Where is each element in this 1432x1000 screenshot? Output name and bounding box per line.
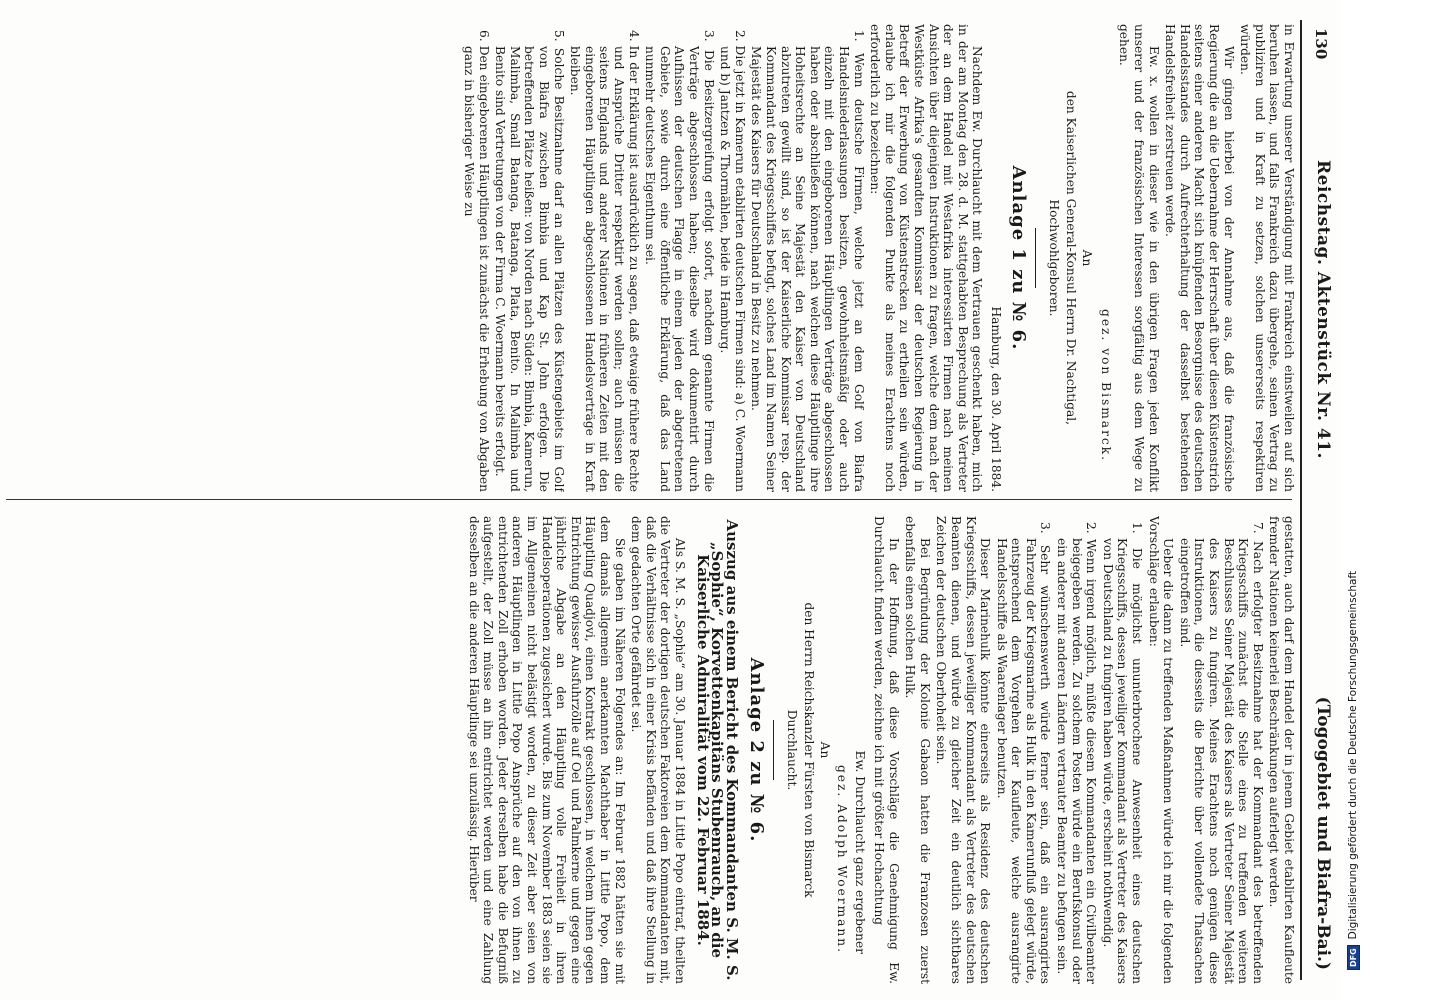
paragraph: Bei Begründung der Kolonie Gabaon hatten die Franzosen zuerst ebenfalls einen solchen Hulk. (903, 516, 932, 984)
list-item: 4. In der Erklärung ist ausdrücklich zu sagen, daß etwaige frühere Rechte und Ansprüche Dritter respektirt werden sollen; auch müssen die seitens Englands und anderer Nationen in früheren Zeiten mit den eingeborenen Häuptlingen abgeschlossenen Handelsverträge in Kraft bleiben. (568, 30, 641, 492)
list-item: 3. Die Besitzergreifung erfolgt sofort, nachdem genannte Firmen die Verträge abgeschlossen haben; dieselbe wird dokumentirt durch Aufhissen der deutschen Flagge in einem jeden der abgetretenen Gebiete, sowie durch eine öffentliche Erklärung, daß das Land nunmehr deutsches Eigenthum sei. (643, 30, 716, 492)
header-rule (1300, 20, 1302, 980)
closing-line: Ew. Durchlaucht ganz ergebener (853, 750, 868, 954)
list-item: 5. Solche Besitznahme darf an allen Plätzen des Küstengebiets im Golf von Biafra zwischen Bimbia und Kap St. John erfolgen. Die betreffenden Plätze heißen: von Norden nach Süden: Bimbia, Kamerun, Malimba, Small Batanga, Batanga, Plata, Benito. In Malimba und Benito sind Vertretungen von der Firma C. Woermann bereits erfolgt. (493, 30, 566, 492)
list-item: 2. Wenn irgend möglich, müßte diesem Kommandanten ein Civilbeamter beigegeben werden. Zu solchem Posten würde ein Berufskonsul oder ein anderer mit anderen Ländern vertrauter Beamter zu befugen sein. (1055, 522, 1099, 984)
address-line: Durchlaucht. (785, 709, 799, 791)
dfg-logo-icon: DFG (1347, 945, 1360, 970)
column-divider (6, 499, 1292, 500)
paragraph: gestatten, auch darf dem Handel der in jenem Gebiet etablirten Kaufleute fremder Nationen keinerlei Beschränkungen auferlegt werden. (1267, 516, 1296, 984)
paragraph: In der Hoffnung, daß diese Vorschläge die Genehmigung Ew. Durchlaucht finden werden, zeichne ich mit größter Hochachtung (871, 516, 901, 984)
section-heading: Anlage 1 zu № 6. (1008, 165, 1030, 351)
paragraph: Als S. M. S. „Sophie“ am 30. Januar 1884 in Little Popo eintraf, theilten die Vertreter der dortigen deutschen Faktoreien dem Kommandanten mit, daß die Verhältnisse sich in einer Krisis befänden und daß ihre Stellung in dem gedachten Orte gefährdet sei. (629, 516, 688, 984)
credit-text: Digitalisierung gefördert durch die Deutsche Forschungsgemeinschaft (1347, 570, 1359, 940)
paragraph: Ew. x. wollen in dieser wie in den übrigen Fragen jeden Konflikt unserer und der französischen Interessen sorgfältig aus dem Wege zu gehen. (1117, 24, 1161, 492)
address-line: den Kaiserlichen General-Konsul Herrn Dr. Nachtigal, (1063, 90, 1078, 426)
paragraph: Dieser Marinehulk könnte einerseits als Residenz des deutschen Kriegsschiffs, dessen jeweiliger Kommandant als Vertreter des deutschen Beamten dienen, und würde zu gleicher Zeit ein deutlich sichtbares Zeichen der deutschen Oberhoheit sein. (934, 516, 993, 984)
page-subtitle: (Togogebiet und Biafra-Bai.) (1313, 696, 1333, 970)
section-divider (1036, 228, 1037, 288)
list-item: 1. Die möglichst ununterbrochene Anwesenheit eines deutschen Kriegsschiffs, dessen jeweiliger Kommandant als Vertreter des Kaisers von Deutschland zu fungiren haben würde, erscheint nothwendig. (1100, 522, 1145, 984)
address-line: An (1080, 249, 1095, 267)
signature: gez. von Bismarck. (1098, 309, 1113, 462)
address-line: den Herrn Reichskanzler Fürsten von Bismarck (801, 602, 816, 898)
section-heading: Anlage 2 zu № 6. (746, 657, 768, 843)
page-number: 130 (1312, 28, 1330, 60)
paragraph: Ueber die dann zu treffenden Maßnahmen würde ich mir die folgenden Vorschläge erlauben: (1146, 516, 1176, 984)
funding-credit (1346, 0, 1360, 1000)
dateline: Hamburg, den 30. April 1884. (988, 306, 1003, 492)
list-item: 1. Wenn deutsche Firmen, welche jetzt an dem Golf von Biafra Handelsniederlassungen besitzen, gewohnheitsmäßig oder auch einzeln mit den eingeborenen Häuptlingen Verträge abgeschlossen haben oder abschließen können, nach welchen diese Häuptlinge ihre Hoheitsrechte an Seine Majestät den Kaiser von Deutschland abzutreten gewillt sind, so ist der Kaiserliche Kommissar resp. der Kommandant des Kriegsschiffes befugt, solches Land im Namen Seiner Majestät des Kaisers für Deutschland in Besitz zu nehmen. (749, 30, 866, 492)
credit-sidebar (1340, 0, 1432, 1000)
excerpt-title: Auszug aus einem Bericht des Kommandanten S. M. S. „Sophie“, Korvettenkapitäns Stubenrauch, an die Kaiserliche Admiralität vom 22. Februar 1884. (693, 519, 741, 981)
address-line: Hochwohlgeboren. (1047, 199, 1062, 317)
list-item: 3. Sehr wünschenswerth würde ferner sein, daß ein ausrangirtes Fahrzeug der Kriegsmarine als Hulk in den Kamerunfluß gelegt würde, entsprechend dem Vorgehen der Kaufleute, welche ausrangirte Handelsschiffe als Waarenlager benutzen. (994, 522, 1053, 984)
signature: gez. Adolph Woermann. (834, 764, 849, 954)
page-title: Reichstag. Aktenstück Nr. 41. (1313, 160, 1333, 459)
left-column (4, 24, 1296, 492)
list-item: 2. Die jetzt in Kamerun etablirten deutschen Firmen sind: a) C. Woermann und b) Jantzen & Thormählen, beide in Hamburg. (718, 30, 747, 492)
address-line: An (818, 741, 833, 759)
paragraph: Wir gingen hierbei von der Annahme aus, daß die französische Regierung die an die Uebernahme der Herrschaft über diesen Küstenstrich seitens einer anderen Macht sich knüpfenden Besorgnisse des deutschen Handelsstandes durch Aufrechterhaltung der dasselbst bestehenden Handelsfreiheit zerstreuen werde. (1163, 24, 1236, 492)
paragraph: in Erwartung unserer Verständigung mit Frankreich einstweilen auf sich beruhen lassen, und falls Frankreich dazu übergehe, seinen Vertrag zu publiziren und in Kraft zu setzen, solchen unsererseits respektiren würden. (1238, 24, 1296, 492)
paragraph: Nachdem Ew. Durchlaucht mit dem Vertrauen geschenkt haben, mich in der am Montag den 28. d. M. stattgehabten Besprechung als Vertreter der an dem Handel mit Westafrika interessirten Firmen nach meinen Ansichten über diejenigen Instruktionen zu fragen, welche dem nach der Westküste Afrika's gesandten Kommissar der deutschen Regierung in Betreff der Erwerbung von Küstenstrecken zu ertheilen sein würden, erlaube ich mir die folgenden Punkte als meines Erachtens noch erforderlich zu bezeichnen: (868, 24, 985, 492)
running-header (1306, 20, 1332, 980)
list-item: 6. Den eingeborenen Häuptlingen ist zunächst die Erhebung von Abgaben ganz in bisheriger Weise zu (462, 30, 491, 492)
list-item: 7. Nach erfolgter Besitznahme hat der Kommandant des betreffenden Kriegsschiffs zunächst die Stelle eines zu treffenden weiteren Beschlusses Seiner Majestät des Kaisers als Vertreter Seiner Majestät des Kaisers zu fungiren. Meines Erachtens noch genügen diese Instruktionen, die diesseits die Berichte über vollendete Thatsachen eingetroffen sind. (1177, 522, 1265, 984)
section-divider (773, 720, 774, 780)
paragraph: Sie gaben im Näheren Folgendes an: Im Februar 1882 hätten sie mit dem damals allgemein anerkannten Machthaber in Little Popo, dem Häuptling Quadjovi, einen Kontrakt geschlossen, in welchem ihnen gegen Entrichtung gewisser Ausfuhrzölle auf Oel und Palmkerne und gegen eine jährliche Abgabe an den Häuptling volle Freiheit in ihren Handelsoperationen zugesichert wurde. Bis zum November 1883 seien sie im Allgemeinen nicht belästigt worden, zu dieser Zeit aber seien von anderen Häuptlingen in Little Popo Ansprüche auf den von ihnen zu entrichtenden Zoll erhoben worden. Jeder derselben habe die Befugniß aufgestellt, der Zoll müsse an ihn entrichtet werden und eine Zahlung desselben an die anderen Häuptlinge sei unzulässig. Hierüber (466, 516, 627, 984)
right-column (4, 516, 1296, 984)
